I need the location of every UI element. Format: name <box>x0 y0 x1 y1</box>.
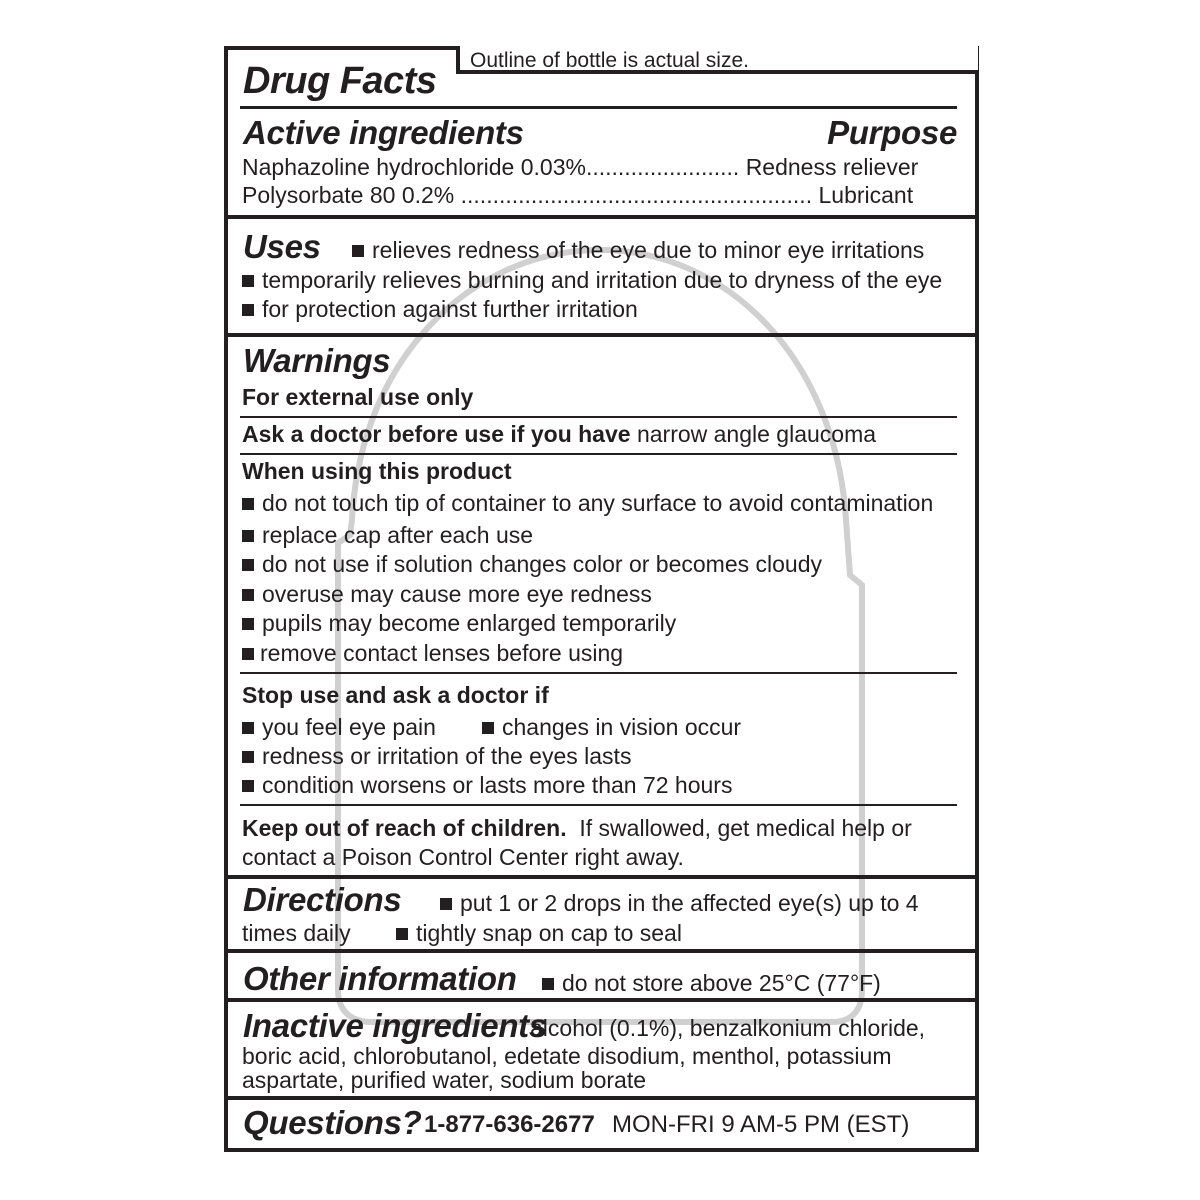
title-rule <box>240 106 957 109</box>
bullet-icon <box>242 722 254 734</box>
keep-out-line: contact a Poison Control Center right away. <box>242 844 684 870</box>
uses-item: temporarily relieves burning and irritation due to dryness of the eye <box>242 269 942 292</box>
active-ingredient-line: Naphazoline hydrochloride 0.03%........................ Redness reliever <box>242 154 919 180</box>
uses-heading: Uses <box>243 228 321 265</box>
external-use-note: For external use only <box>242 384 474 410</box>
bullet-icon <box>242 618 254 630</box>
when-using-item: remove contact lenses before using <box>242 642 623 665</box>
drug-facts-label <box>224 46 979 1152</box>
warnings-rule <box>240 804 957 806</box>
ask-doctor-line: Ask a doctor before use if you have narrow angle glaucoma <box>242 421 877 447</box>
when-using-heading: When using this product <box>242 458 512 484</box>
bullet-icon <box>242 589 254 601</box>
stop-use-item: you feel eye pain <box>242 716 436 739</box>
bullet-icon <box>352 245 364 257</box>
other-information-heading: Other information <box>243 960 517 997</box>
bullet-icon <box>242 648 254 660</box>
active-ingredient-line: Polysorbate 80 0.2% ....................................................... Lubricant <box>242 182 914 208</box>
stop-use-item: changes in vision occur <box>482 716 741 739</box>
when-using-item: do not use if solution changes color or becomes cloudy <box>242 553 822 576</box>
questions-heading: Questions? <box>243 1104 422 1141</box>
keep-out-line: Keep out of reach of children. If swallowed, get medical help or <box>242 815 912 841</box>
directions-item-continued: times daily <box>242 920 351 946</box>
active-ingredients-heading: Active ingredients <box>243 114 524 151</box>
bullet-icon <box>242 275 254 287</box>
bullet-icon <box>542 978 554 990</box>
questions-hours: MON-FRI 9 AM-5 PM (EST) <box>612 1111 910 1138</box>
when-using-item: overuse may cause more eye redness <box>242 583 652 606</box>
inactive-ingredients-line: alcohol (0.1%), benzalkonium chloride, <box>530 1015 926 1041</box>
warnings-rule <box>240 416 957 418</box>
uses-item: relieves redness of the eye due to minor eye irritations <box>352 239 924 262</box>
inactive-ingredients-line: boric acid, chlorobutanol, edetate disodium, menthol, potassium <box>242 1043 892 1069</box>
purpose-heading: Purpose <box>827 114 957 151</box>
bullet-icon <box>242 559 254 571</box>
warnings-rule <box>240 672 957 674</box>
when-using-item: do not touch tip of container to any surface to avoid contamination <box>242 492 933 515</box>
bullet-icon <box>242 780 254 792</box>
stop-use-item: redness or irritation of the eyes lasts <box>242 745 631 768</box>
warnings-rule <box>240 453 957 455</box>
inactive-ingredients-line: aspartate, purified water, sodium borate <box>242 1067 647 1093</box>
bullet-icon <box>242 304 254 316</box>
directions-heading: Directions <box>243 881 402 918</box>
warnings-heading: Warnings <box>243 342 391 379</box>
bullet-icon <box>242 530 254 542</box>
when-using-item: pupils may become enlarged temporarily <box>242 612 676 635</box>
bullet-icon <box>242 498 254 510</box>
directions-item: put 1 or 2 drops in the affected eye(s) up to 4 <box>440 892 919 915</box>
uses-item: for protection against further irritation <box>242 298 638 321</box>
bullet-icon <box>482 722 494 734</box>
stop-use-item: condition worsens or lasts more than 72 hours <box>242 774 732 797</box>
questions-phone: 1-877-636-2677 <box>424 1111 595 1138</box>
inactive-ingredients-heading: Inactive ingredients <box>243 1007 547 1044</box>
bullet-icon <box>242 751 254 763</box>
directions-item: tightly snap on cap to seal <box>396 922 682 945</box>
stop-use-heading: Stop use and ask a doctor if <box>242 682 549 708</box>
when-using-item: replace cap after each use <box>242 524 533 547</box>
bullet-icon <box>440 898 452 910</box>
bottle-size-note: Outline of bottle is actual size. <box>470 49 749 72</box>
bullet-icon <box>396 928 408 940</box>
drug-facts-title: Drug Facts <box>243 60 437 102</box>
other-information-item: do not store above 25°C (77°F) <box>542 972 881 995</box>
